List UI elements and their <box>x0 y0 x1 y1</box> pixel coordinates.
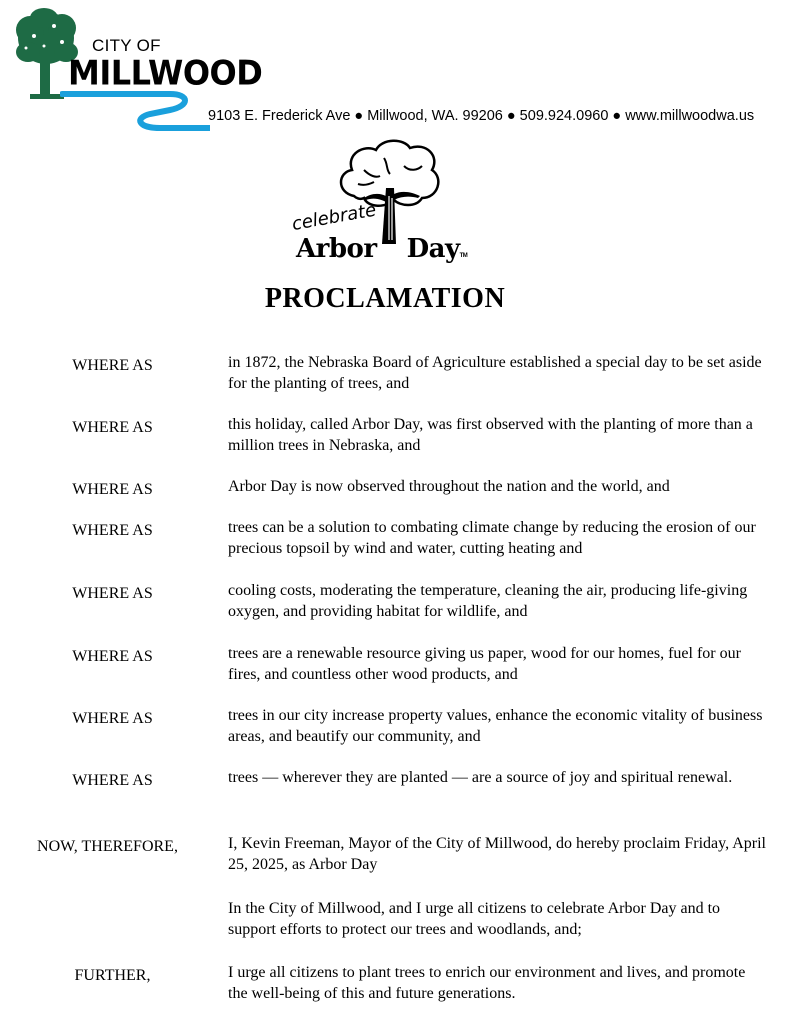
clause-label: WHERE AS <box>72 522 153 539</box>
celebrate-logo-text: celebrate <box>290 199 378 235</box>
contact-address-line: 9103 E. Frederick Ave ● Millwood, WA. 99206 ● 509.924.0960 ● www.millwoodwa.us <box>208 108 755 124</box>
clause-label: NOW, THEREFORE, <box>37 838 178 855</box>
clause-label: WHERE AS <box>72 710 153 727</box>
clause-text: I, Kevin Freeman, Mayor of the City of Millwood, do hereby proclaim Friday, April 25, 2025, as Arbor Day <box>228 835 766 873</box>
clause-text: In the City of Millwood, and I urge all citizens to celebrate Arbor Day and to support efforts to protect our trees and woodlands, and; <box>228 900 721 938</box>
clause-text: this holiday, called Arbor Day, was first observed with the planting of more than a million trees in Nebraska, and <box>228 416 753 454</box>
clause-label: WHERE AS <box>72 419 153 436</box>
city-of-label: CITY OF <box>92 36 161 55</box>
clause-label: FURTHER, <box>74 967 151 984</box>
clause-text: trees in our city increase property values, enhance the economic vitality of business areas, and beautify our community, and <box>228 707 763 745</box>
arbor-day-logo-text <box>296 234 467 264</box>
river-swoosh-icon <box>60 88 210 132</box>
clause-label: WHERE AS <box>72 772 153 789</box>
clause-label: WHERE AS <box>72 357 153 374</box>
page-title: PROCLAMATION <box>264 283 506 314</box>
clause-text: trees are a renewable resource giving us paper, wood for our homes, fuel for our fires, and countless other wood products, and <box>228 645 741 683</box>
clause-label: WHERE AS <box>72 585 153 602</box>
clause-label: WHERE AS <box>72 648 153 665</box>
day-logo-word: Day <box>406 234 460 264</box>
arbor-logo-word: Arbor <box>296 234 377 264</box>
city-name-logo: MILLWOOD <box>68 53 263 93</box>
clause-label: WHERE AS <box>72 481 153 498</box>
clause-text: I urge all citizens to plant trees to enrich our environment and lives, and promote the well-being of this and future generations. <box>228 964 746 1002</box>
arbor-day-tree-icon <box>334 136 444 246</box>
clause-text: cooling costs, moderating the temperature, cleaning the air, producing life-giving oxygen, and providing habitat for wildlife, and <box>228 582 748 620</box>
clause-text: in 1872, the Nebraska Board of Agriculture established a special day to be set aside for the planting of trees, and <box>228 354 762 392</box>
clause-text: Arbor Day is now observed throughout the nation and the world, and <box>228 478 670 495</box>
clause-text: trees can be a solution to combating climate change by reducing the erosion of our precious topsoil by wind and water, cutting heating and <box>228 519 756 557</box>
clause-text: trees — wherever they are planted — are a source of joy and spiritual renewal. <box>228 769 733 786</box>
trademark-mark: TM <box>459 253 468 259</box>
